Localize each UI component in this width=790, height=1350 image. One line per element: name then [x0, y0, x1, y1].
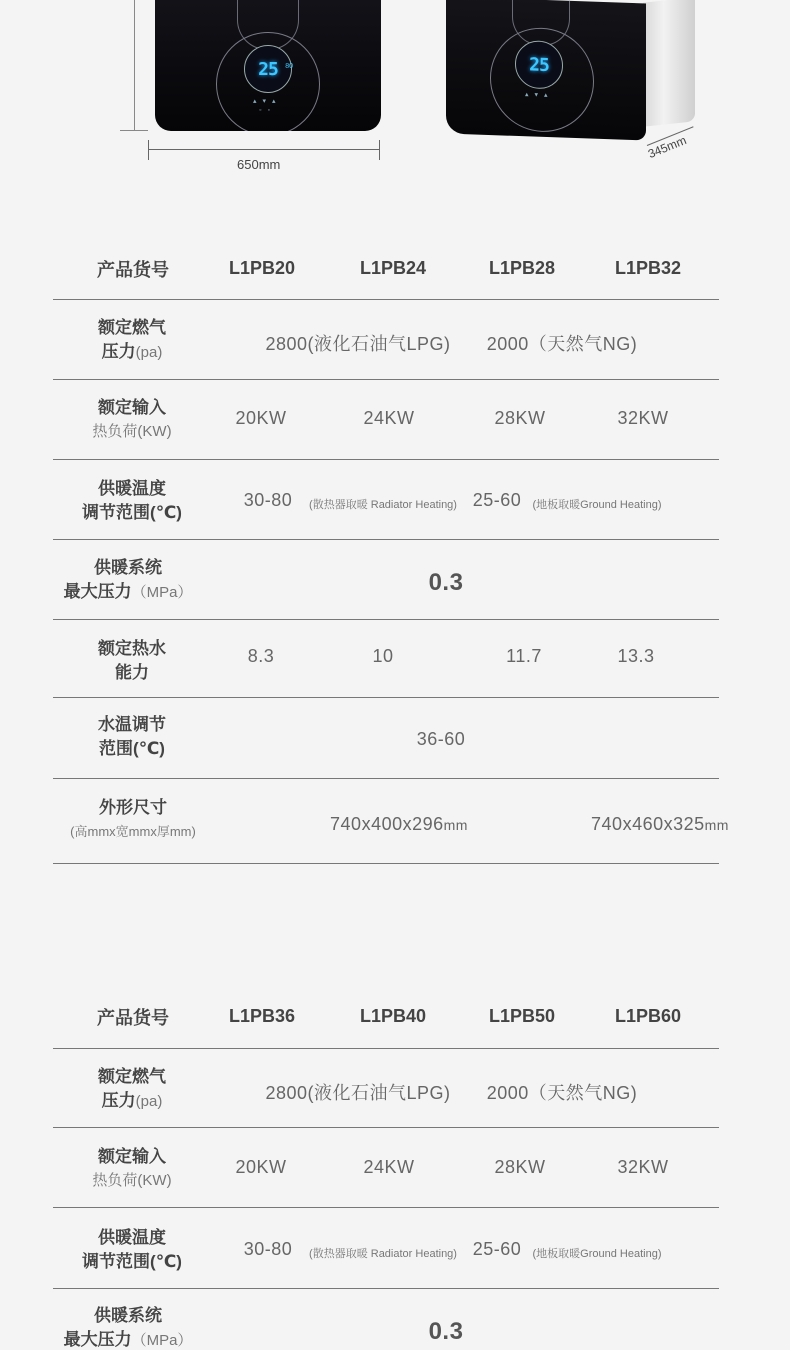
header-label: 产品货号 — [97, 260, 169, 280]
power-key-icon: ◦◦ — [259, 107, 276, 114]
row-divider — [53, 619, 719, 620]
label-suffix: (pa) — [135, 344, 163, 361]
label-suffix: （MPa） — [131, 584, 193, 601]
value-lpg: 2800(液化石油气LPG) — [265, 334, 451, 354]
angled-temperature-display — [515, 40, 563, 90]
value-cell: 28KW — [494, 408, 546, 428]
row-label-hot-water — [52, 637, 212, 685]
label-line2: 热负荷(KW) — [92, 423, 172, 440]
row-label-heating-temp — [52, 1226, 212, 1275]
label-line1: 外形尺寸 — [99, 798, 167, 817]
product-images — [0, 0, 790, 200]
temperature-display — [244, 45, 292, 93]
heater-front-panel — [446, 0, 646, 140]
label-line2: 范围(℃) — [99, 739, 165, 758]
row-label-rated-input — [52, 396, 212, 444]
value-radiator-note: (散热器取暖 Radiator Heating) — [309, 499, 457, 511]
label-line2: 热负荷(KW) — [92, 1172, 172, 1189]
angled-control-keys-icon: ▴▾▴ — [525, 91, 554, 100]
row-label-rated-input — [52, 1145, 212, 1193]
label-line2: 压力 — [101, 342, 136, 361]
label-suffix: (pa) — [135, 1093, 163, 1110]
label-suffix: （MPa） — [131, 1332, 193, 1349]
label-line1: 供暖温度 — [98, 1228, 166, 1247]
value-cell: 24KW — [363, 408, 415, 428]
dim-value: 740x400x296 — [330, 814, 444, 834]
label-line2: 最大压力 — [63, 582, 132, 601]
row-divider — [53, 697, 719, 698]
value-floor-range: 25-60 — [472, 490, 522, 510]
heater-side-panel — [643, 0, 695, 127]
row-label-water-temp — [52, 713, 212, 762]
model-2: L1PB40 — [359, 1006, 427, 1026]
value-lpg: 2800(液化石油气LPG) — [265, 1083, 451, 1103]
value-water-temp: 36-60 — [416, 729, 466, 749]
label-line1: 供暖系统 — [94, 1306, 162, 1325]
height-dimension-cap — [120, 130, 148, 131]
value-cell: 11.7 — [506, 646, 542, 666]
label-line2: 调节范围(℃) — [82, 1252, 182, 1271]
value-cell: 20KW — [235, 1157, 287, 1177]
value-radiator-note: (散热器取暖 Radiator Heating) — [309, 1248, 457, 1260]
value-cell: 10 — [372, 646, 394, 666]
dim-value: 740x460x325 — [591, 814, 705, 834]
value-cell: 32KW — [617, 1157, 669, 1177]
row-divider — [53, 778, 719, 779]
dim-unit: mm — [443, 817, 468, 833]
value-floor-note: (地板取暖Ground Heating) — [532, 499, 662, 511]
value-dimensions-small — [330, 814, 468, 835]
label-line1: 额定输入 — [98, 1147, 166, 1166]
label-line1: 供暖系统 — [94, 558, 162, 577]
width-dimension-cap-left — [148, 140, 149, 160]
value-max-pressure: 0.3 — [428, 1318, 464, 1345]
model-1: L1PB20 — [228, 258, 296, 278]
value-radiator-range: 30-80 — [243, 490, 293, 510]
model-3: L1PB28 — [488, 258, 556, 278]
row-divider — [53, 1127, 719, 1128]
dim-unit: mm — [704, 817, 729, 833]
label-line1: 额定燃气 — [98, 318, 166, 337]
model-3: L1PB50 — [488, 1006, 556, 1026]
model-4: L1PB32 — [614, 258, 682, 278]
water-heater-front-image — [155, 0, 381, 131]
angled-display-temp: 25 — [529, 53, 549, 76]
value-cell: 8.3 — [247, 646, 275, 666]
model-1: L1PB36 — [228, 1006, 296, 1026]
value-floor-range: 25-60 — [472, 1239, 522, 1259]
height-dimension-line — [134, 0, 135, 131]
row-label-gas-pressure — [52, 316, 212, 365]
width-dimension-line — [148, 149, 380, 150]
depth-label: 345mm — [646, 133, 689, 161]
label-line1: 额定热水 — [98, 639, 166, 658]
control-keys-icon: ▴▾▴ — [253, 98, 282, 105]
row-divider — [53, 1207, 719, 1208]
label-line1: 额定燃气 — [98, 1067, 166, 1086]
header-label: 产品货号 — [97, 1008, 169, 1028]
value-cell: 13.3 — [617, 646, 655, 666]
label-line2: (高mmx宽mmx厚mm) — [70, 824, 196, 839]
row-divider — [53, 1048, 719, 1049]
row-divider — [53, 863, 719, 864]
value-radiator-range: 30-80 — [243, 1239, 293, 1259]
row-divider — [53, 1288, 719, 1289]
value-cell: 24KW — [363, 1157, 415, 1177]
label-line2: 压力 — [101, 1091, 136, 1110]
label-line1: 额定输入 — [98, 398, 166, 417]
row-divider — [53, 539, 719, 540]
row-label-max-pressure — [48, 1304, 208, 1350]
value-floor-note: (地板取暖Ground Heating) — [532, 1248, 662, 1260]
value-max-pressure: 0.3 — [428, 569, 464, 596]
label-line2: 能力 — [115, 663, 149, 682]
row-label-heating-temp — [52, 477, 212, 526]
row-divider — [53, 299, 719, 300]
angled-control-ring — [490, 26, 594, 134]
value-ng: 2000（天然气NG) — [486, 1083, 638, 1103]
value-dimensions-large — [591, 814, 729, 835]
value-cell: 28KW — [494, 1157, 546, 1177]
value-cell: 32KW — [617, 408, 669, 428]
row-label-gas-pressure — [52, 1065, 212, 1114]
row-label-max-pressure — [48, 556, 208, 605]
label-line1: 供暖温度 — [98, 479, 166, 498]
model-4: L1PB60 — [614, 1006, 682, 1026]
water-heater-angled-image — [446, 0, 696, 138]
model-2: L1PB24 — [359, 258, 427, 278]
display-side-temp: 80 — [285, 63, 293, 70]
control-ring — [216, 32, 320, 131]
label-line2: 调节范围(℃) — [82, 503, 182, 522]
width-dimension-cap-right — [379, 140, 380, 160]
display-temp: 25 — [258, 58, 278, 80]
label-line2: 最大压力 — [63, 1330, 132, 1349]
label-line1: 水温调节 — [98, 715, 166, 734]
row-label-dimensions — [50, 796, 216, 844]
width-label: 650mm — [237, 157, 281, 172]
value-cell: 20KW — [235, 408, 287, 428]
row-divider — [53, 379, 719, 380]
row-divider — [53, 459, 719, 460]
value-ng: 2000（天然气NG) — [486, 334, 638, 354]
